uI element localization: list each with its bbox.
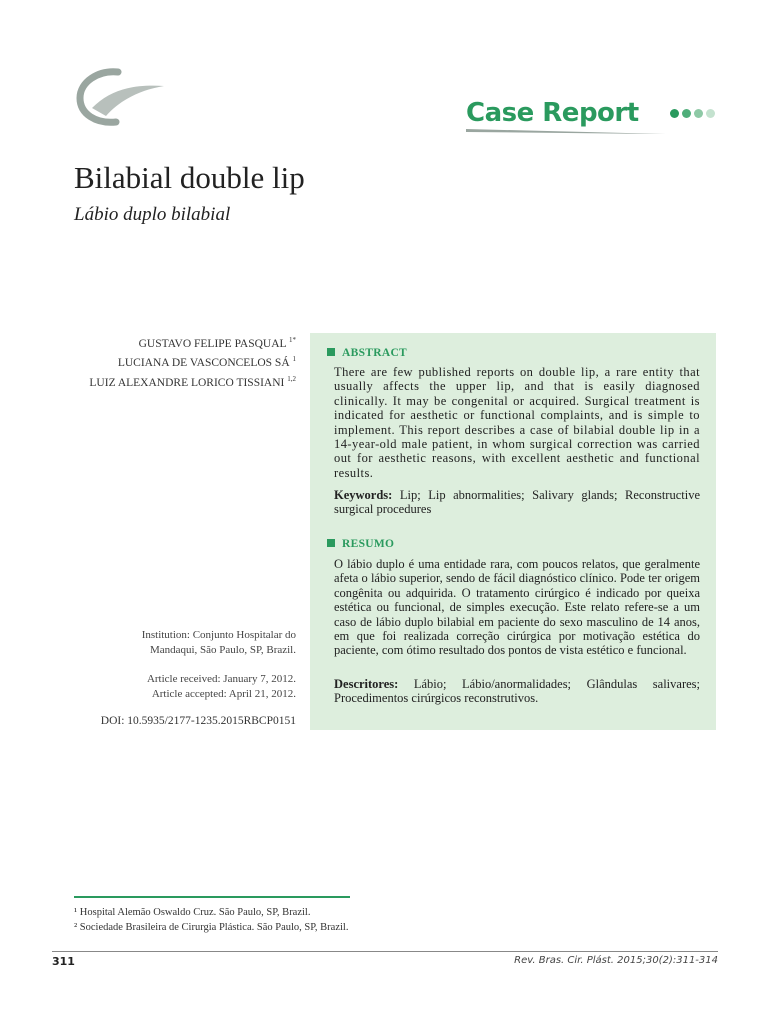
footnote-item: ² Sociedade Brasileira de Cirurgia Plástica. São Paulo, SP, Brazil. <box>74 922 349 933</box>
abstract-keywords: Keywords: Lip; Lip abnormalities; Salivary glands; Reconstructive surgical procedures <box>334 488 700 517</box>
footer-divider <box>52 951 718 952</box>
doi: DOI: 10.5935/2177-1235.2015RBCP0151 <box>100 715 296 727</box>
institution-note: Institution: Conjunto Hospitalar do Mandaqui, São Paulo, SP, Brazil. <box>141 629 296 656</box>
accepted-date: Article accepted: April 21, 2012. <box>151 688 296 700</box>
article-dates <box>96 672 296 702</box>
author-list <box>89 333 296 391</box>
resumo-text: O lábio duplo é uma entidade rara, com poucos relatos, que geralmente afeta o lábio superior, sendo de fácil diagnóstico clínico. Pode ter origem congênita ou adquirida. O tratamento cirúrgico é indicado por queixa estética ou funcional, de simples execução. Este relato refere-se a um caso de lábio duplo bilabial em paciente do sexo masculino de 14 anos, em que foi realizada correção cirúrgica por motivação estética do paciente, com ótimo resultado dos pontos de vista estético e funcional. <box>334 557 700 658</box>
article-title: Bilabial double lip <box>74 160 305 195</box>
square-bullet-icon <box>327 348 335 356</box>
footnote-item: ¹ Hospital Alemão Oswaldo Cruz. São Paulo, SP, Brazil. <box>74 907 311 918</box>
decorative-dots <box>670 109 715 118</box>
journal-logo-icon <box>74 64 168 126</box>
resumo-heading: RESUMO <box>327 538 394 550</box>
received-date: Article received: January 7, 2012. <box>146 673 296 685</box>
abstract-heading: ABSTRACT <box>327 347 407 359</box>
author-item: GUSTAVO FELIPE PASQUAL $^{1*}$ <box>138 336 296 350</box>
page-number: 311 <box>52 955 75 968</box>
section-label-underline <box>466 127 666 135</box>
abstract-text: There are few published reports on double lip, a rare entity that usually affects the upper lip, and that is easily diagnosed clinically. It may be congenital or acquired. Surgical treatment is indicated for aesthetic or functional complaints, and is simple to implement. This report describes a case of bilabial double lip in a 14-year-old male patient, in whom surgical correction was carried out for aesthetic reasons, with excellent aesthetic and functional results. <box>334 365 700 480</box>
author-item: LUCIANA DE VASCONCELOS SÁ $^1$ <box>117 355 296 370</box>
author-item: LUIZ ALEXANDRE LORICO TISSIANI $^{1,2}$ <box>89 374 296 389</box>
square-bullet-icon <box>327 539 335 547</box>
journal-citation: Rev. Bras. Cir. Plást. 2015;30(2):311-314 <box>514 955 718 966</box>
section-label: Case Report <box>466 98 639 128</box>
abstract-box <box>310 333 716 730</box>
resumo-keywords: Descritores: Lábio; Lábio/anormalidades; Glândulas salivares; Procedimentos cirúrgicos reconstrutivos. <box>334 677 701 706</box>
article-subtitle: Lábio duplo bilabial <box>74 204 231 225</box>
footnote-divider <box>74 896 350 898</box>
footnotes <box>74 905 348 935</box>
